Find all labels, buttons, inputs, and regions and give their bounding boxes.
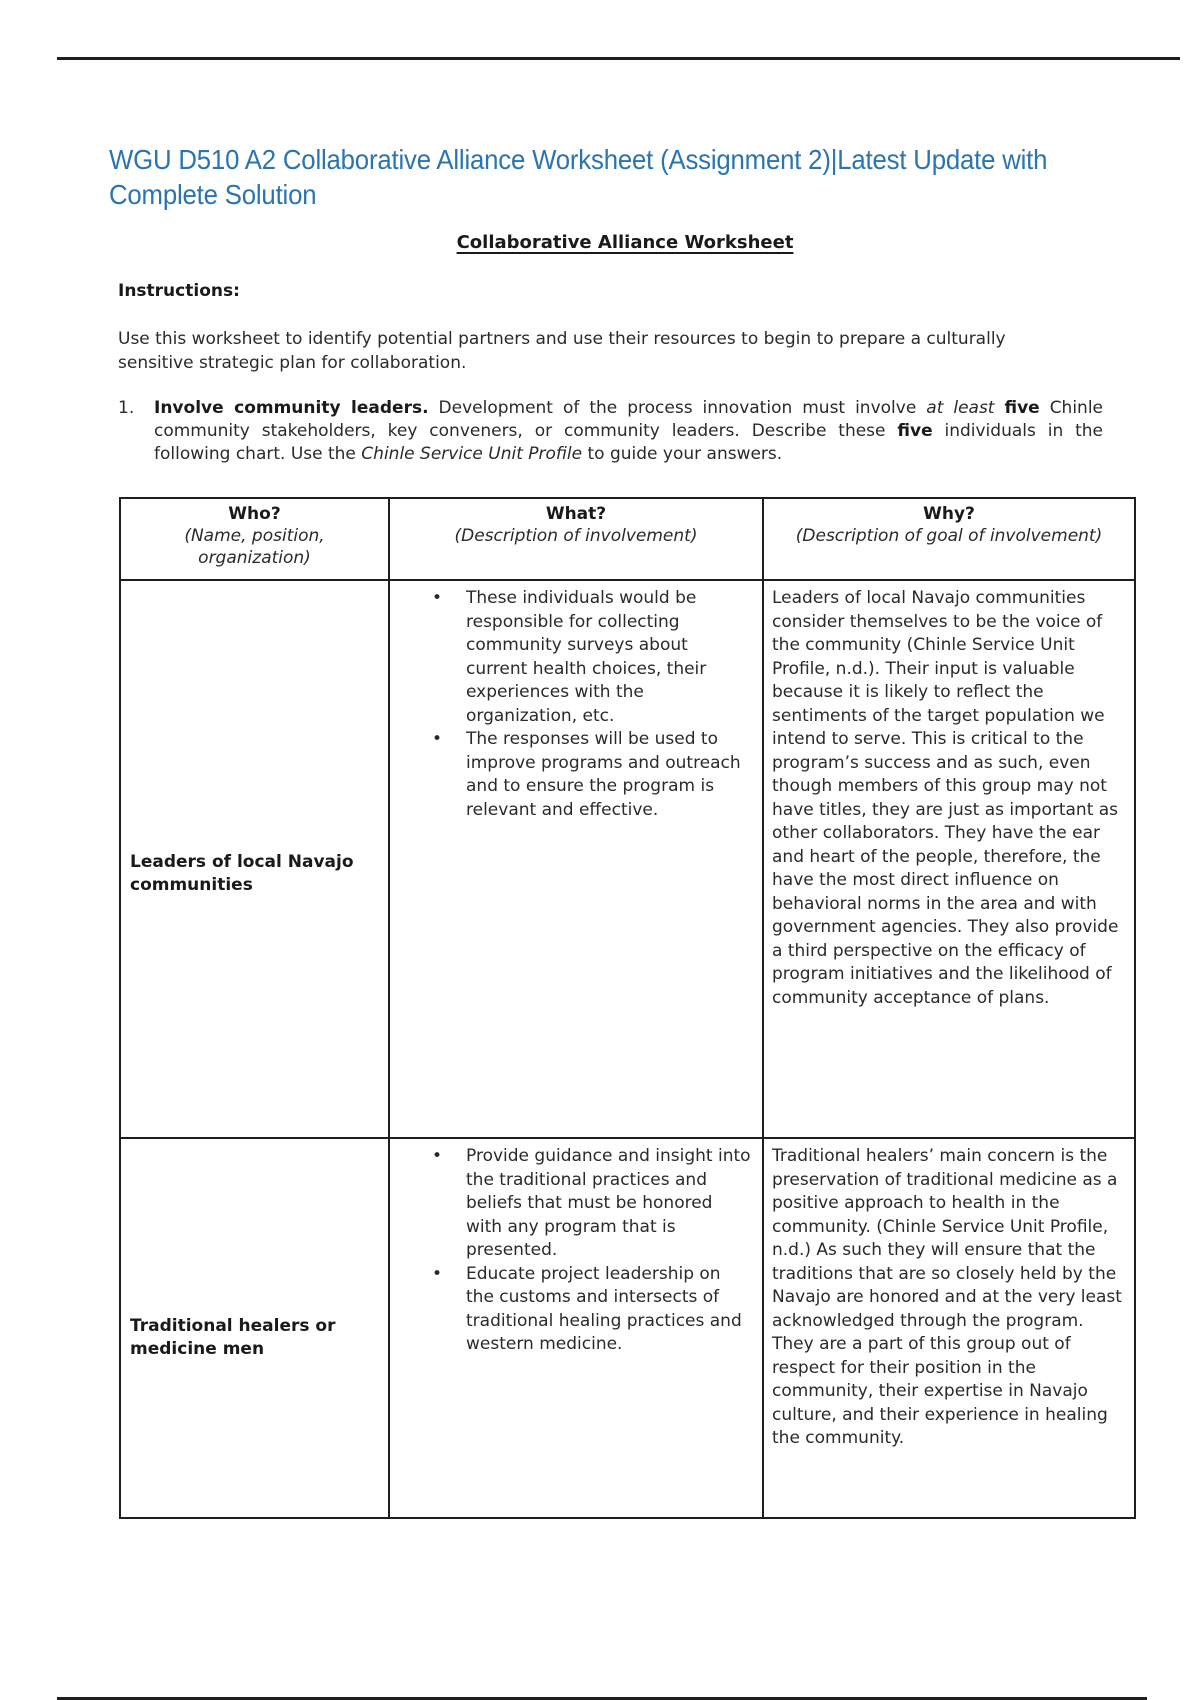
list-item-text: These individuals would be responsible for collecting community surveys about current health choices, their experiences with the organization, etc.	[466, 588, 707, 726]
item-body	[154, 397, 1103, 466]
item-lead: Involve community leaders.	[154, 398, 429, 418]
item-emphasis: at least	[926, 398, 995, 418]
header-sublabel: (Description of involvement)	[454, 526, 698, 546]
list-item-text: The responses will be used to improve programs and outreach and to ensure the program is relevant and effective.	[466, 729, 741, 820]
item-source-title: Chinle Service Unit Profile	[361, 444, 583, 464]
instructions-paragraph: Use this worksheet to identify potential partners and use their resources to begin to prepare a culturally sensitive strategic plan for collaboration.	[118, 329, 1006, 373]
cell-what	[389, 1138, 763, 1518]
header-rule	[57, 57, 1180, 60]
item-emphasis-bold: five	[1004, 398, 1040, 418]
header-why	[763, 498, 1135, 580]
list-item-text: Provide guidance and insight into the traditional practices and beliefs that must be honored with any program that is presented.	[466, 1146, 751, 1260]
cell-who: Leaders of local Navajo communities	[120, 580, 389, 1138]
document-title: WGU D510 A2 Collaborative Alliance Worksheet (Assignment 2)|Latest Update with Complete Solution	[109, 144, 1048, 210]
bullet-icon: •	[432, 1263, 443, 1284]
list-item	[432, 1145, 752, 1263]
item-text: Development of the process innovation must involve	[428, 398, 927, 418]
cell-why: Traditional healers’ main concern is the preservation of traditional medicine as a positive approach to health in the community. (Chinle Service Unit Profile, n.d.) As such they will ensure that the traditions that are so closely held by the Navajo are honored and at the very least acknowledged through the program. They are a part of this group out of respect for their position in the community, their expertise in Navajo culture, and their experience in healing the community.	[763, 1138, 1135, 1518]
numbered-item-1	[118, 397, 1103, 466]
cell-who: Traditional healers or medicine men	[120, 1138, 389, 1518]
bullet-icon: •	[432, 588, 443, 608]
item-text: to guide your answers.	[582, 444, 783, 464]
worksheet-subtitle	[0, 232, 1200, 253]
item-text	[994, 398, 1004, 418]
table-header-row	[120, 498, 1135, 580]
list-item-text: Educate project leadership on the customs and intersects of traditional healing practices and western medicine.	[466, 1263, 742, 1354]
item-text: Chinle community stakeholders, key conveners, or community leaders. Describe these	[154, 398, 1104, 441]
list-item	[432, 587, 752, 728]
item-text: individuals in the following chart. Use the	[154, 421, 1104, 464]
alliance-table	[119, 497, 1136, 1519]
involvement-list	[432, 587, 752, 822]
header-label: What?	[545, 504, 607, 524]
bullet-icon: •	[432, 729, 443, 749]
header-sublabel: (Description of goal of involvement)	[795, 526, 1103, 546]
table-row	[120, 580, 1135, 1138]
header-sublabel: (Name, position, organization)	[184, 526, 325, 568]
list-item	[432, 728, 752, 822]
cell-why: Leaders of local Navajo communities consider themselves to be the voice of the community (Chinle Service Unit Profile, n.d.). Their input is valuable because it is likely to reflect the sentiments of the target population we intend to serve. This is critical to the program’s success and as such, even though members of this group may not have titles, they are just as important as other collaborators. They have the ear and heart of the people, therefore, the have the most direct influence on behavioral norms in the area and with government agencies. They also provide a third perspective on the efficacy of program initiatives and the likelihood of community acceptance of plans.	[763, 580, 1135, 1138]
header-label: Why?	[923, 504, 975, 524]
instructions-label: Instructions:	[118, 281, 240, 301]
cell-what	[389, 580, 763, 1138]
involvement-list	[432, 1145, 752, 1357]
worksheet-subtitle-text: Collaborative Alliance Worksheet	[456, 232, 794, 253]
table-row	[120, 1138, 1135, 1518]
item-emphasis-bold: five	[897, 421, 933, 441]
header-label: Who?	[228, 504, 281, 524]
list-item	[432, 1263, 752, 1357]
header-what	[389, 498, 763, 580]
header-who	[120, 498, 389, 580]
bullet-icon: •	[432, 1146, 443, 1166]
item-number: 1.	[118, 398, 135, 418]
